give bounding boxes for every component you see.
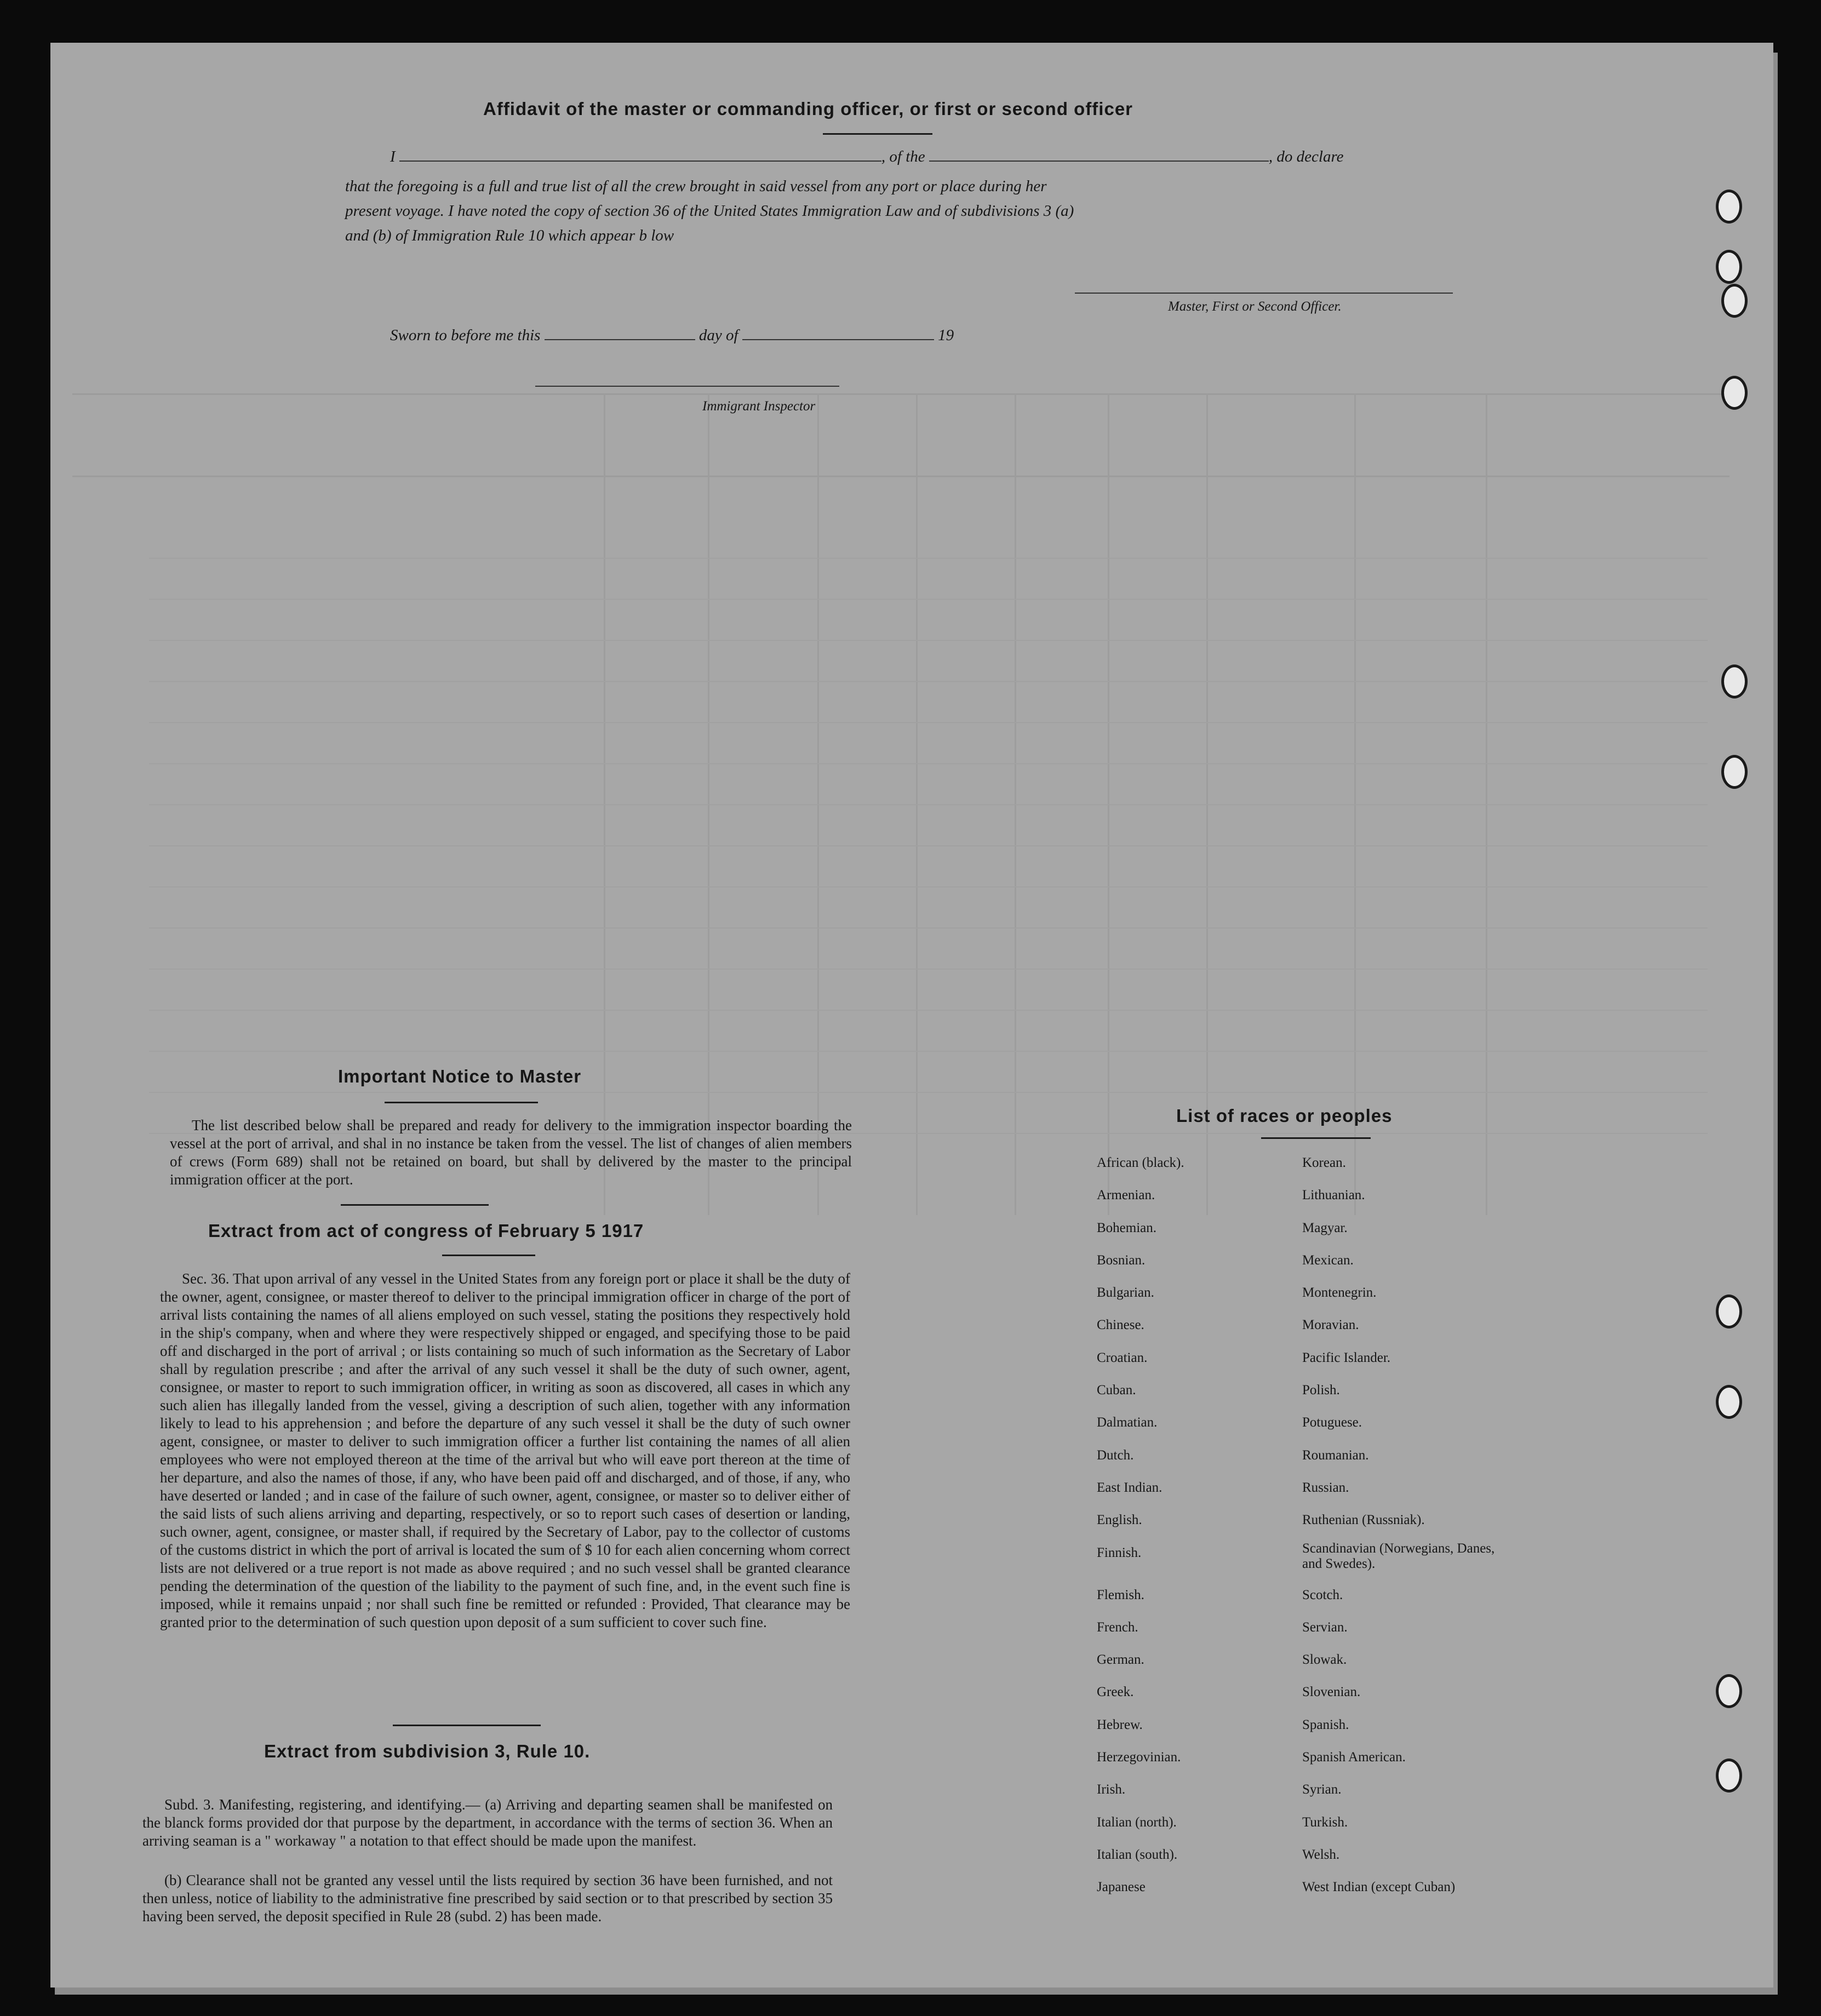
inspector-signature-line[interactable]	[535, 386, 839, 387]
race-item: Slovenian.	[1302, 1685, 1361, 1700]
races-title: List of races or peoples	[1176, 1106, 1393, 1126]
affidavit-line-1: that the foregoing is a full and true list of all the crew brought in said vessel from any port or place during her	[345, 177, 1047, 195]
race-item: East Indian.	[1097, 1480, 1163, 1495]
sworn-label: Sworn to before me this	[390, 327, 541, 344]
binder-hole-icon	[1716, 190, 1742, 224]
i-label: I	[390, 148, 396, 165]
race-item: Lithuanian.	[1302, 1188, 1365, 1203]
act-text: Sec. 36. That upon arrival of any vessel in the United States from any foreign port or place it shall be the duty of the owner, agent, consignee, or master thereof to deliver to the principal immigration officer in charge of the port of arrival lists containing the names of all aliens employed on such vessel, stating the positions they respectively hold in the ship's company, when and where they were respectively shipped or engaged, and specifying those to be paid off and discharged in the port of arrival ; or lists containing so much of such information as the Secretary of Labor shall by regulation prescribe ; and after the arrival of any such vessel it shall be the duty of such owner, agent, consignee, or master to report to such immigration officer, in writing as soon as discovered, all cases in which any such alien has illegally landed from the vessel, giving a description of such alien, together with any information likely to lead to his apprehension ; and before the departure of any such vessel it shall be the duty of such owner agent, consignee, or master to deliver to such immigration officer a further list containing the names of all alien employees who were not employed thereon at the time of the arrival but who will eave port thereon at the time of her departure, and also the names of those, if any, who have been paid off and discharged, and of those, if any, who have deserted or landed ; and in case of the failure of such owner, agent, consignee, or master so to deliver either of the said lists of such aliens arriving and departing, respectively, or so to report such cases of desertion or landing, such owner, agent, consignee, or master shall, if required by the Secretary of Labor, pay to the collector of customs of the customs district in which the port of arrival is located the sum of $ 10 for each alien concerning whom correct lists are not delivered or a true report is not made as above required ; and no such vessel shall be granted clearance pending the determination of the question of the liability to the payment of such fine, and, in the event such fine is imposed, while it remains unpaid ; nor shall such fine be remitted or refunded : Provided, That clearance may be granted prior to the determination of such question upon deposit of a sum sufficient to cover such fine.	[160, 1270, 850, 1630]
inspector-label: Immigrant Inspector	[702, 399, 816, 414]
of-the-label: , of the	[881, 148, 925, 165]
master-signature-line[interactable]	[1075, 293, 1453, 294]
race-item: Hebrew.	[1097, 1717, 1143, 1732]
name-field[interactable]	[399, 161, 881, 162]
race-item: Spanish American.	[1302, 1750, 1406, 1765]
races-title-rule	[1261, 1137, 1371, 1139]
race-item: Bosnian.	[1097, 1252, 1146, 1268]
rule-subd-a: Subd. 3. Manifesting, registering, and identifying.— (a) Arriving and departing seamen shall be manifested on the blanck forms provided dor that purpose by the department, in accordance with the terms of section 36. When an arriving seaman is a " workaway " a notation to that effect should be made upon the manifest.	[142, 1796, 833, 1849]
race-item: Ruthenian (Russniak).	[1302, 1513, 1425, 1528]
binder-hole-icon	[1721, 284, 1748, 318]
race-item: Dalmatian.	[1097, 1415, 1158, 1430]
vessel-field[interactable]	[929, 161, 1269, 162]
race-item: Herzegovinian.	[1097, 1750, 1181, 1765]
race-item: African (black).	[1097, 1155, 1184, 1170]
affidavit-body	[345, 174, 1468, 248]
day-of-label: day of	[698, 327, 738, 344]
binder-hole-icon	[1721, 376, 1748, 410]
notice-title: Important Notice to Master	[338, 1066, 582, 1086]
race-item: Chinese.	[1097, 1318, 1144, 1333]
race-item: West Indian (except Cuban)	[1302, 1880, 1456, 1895]
race-item: Servian.	[1302, 1619, 1348, 1635]
notice-text: The list described below shall be prepared and ready for delivery to the immigration inspector boarding the vessel at the port of arrival, and shal in no instance be taken from the vessel. The list of changes of alien members of crews (Form 689) shall not be retained on board, but shall by delivered by the master to the principal immigration officer at the port.	[170, 1117, 852, 1188]
year-label: 19	[938, 327, 954, 344]
race-item: Slowak.	[1302, 1652, 1347, 1668]
race-item: Moravian.	[1302, 1318, 1359, 1333]
race-item: Turkish.	[1302, 1814, 1348, 1830]
race-item: Roumanian.	[1302, 1447, 1369, 1463]
race-item: Montenegrin.	[1302, 1285, 1377, 1301]
race-item: Magyar.	[1302, 1220, 1348, 1235]
rule-top-rule	[393, 1725, 541, 1726]
rule-subd-b: (b) Clearance shall not be granted any vessel until the lists required by section 36 have been furnished, and not then unless, notice of liability to the administrative fine prescribed by said section or to that prescribed by section 35 having been served, the deposit specified in Rule 28 (subd. 2) has been made.	[142, 1872, 833, 1925]
race-item: French.	[1097, 1619, 1138, 1635]
act-title-rule	[442, 1255, 535, 1256]
race-item: Dutch.	[1097, 1447, 1134, 1463]
affidavit-title: Affidavit of the master or commanding officer, or first or second officer	[483, 99, 1133, 119]
race-item: Greek.	[1097, 1685, 1134, 1700]
race-item: Scandinavian (Norwegians, Danes, and Swedes).	[1302, 1540, 1495, 1571]
affidavit-title-rule	[823, 133, 932, 135]
race-item: Welsh.	[1302, 1847, 1340, 1862]
race-item: Bulgarian.	[1097, 1285, 1154, 1301]
race-item: English.	[1097, 1513, 1142, 1528]
race-item: German.	[1097, 1652, 1144, 1668]
race-item: Armenian.	[1097, 1188, 1155, 1203]
races-right-column	[1302, 1147, 1532, 1904]
race-item: Croatian.	[1097, 1350, 1148, 1365]
binder-hole-icon	[1716, 250, 1742, 284]
rule-title: Extract from subdivision 3, Rule 10.	[264, 1741, 591, 1761]
master-signature-label: Master, First or Second Officer.	[1168, 299, 1342, 314]
race-item: Syrian.	[1302, 1782, 1342, 1797]
race-item: Polish.	[1302, 1383, 1340, 1398]
binder-hole-icon	[1721, 755, 1748, 789]
race-item: Scotch.	[1302, 1587, 1343, 1602]
sworn-month-field[interactable]	[742, 339, 934, 340]
race-item: Irish.	[1097, 1782, 1126, 1797]
binder-hole-icon	[1716, 1759, 1742, 1792]
race-item: Flemish.	[1097, 1587, 1144, 1602]
race-item: Italian (south).	[1097, 1847, 1178, 1862]
binder-hole-icon	[1716, 1674, 1742, 1708]
race-item: Korean.	[1302, 1155, 1346, 1170]
race-item: Bohemian.	[1097, 1220, 1157, 1235]
race-item: Spanish.	[1302, 1717, 1349, 1732]
do-declare-label: , do declare	[1268, 148, 1344, 165]
manifest-back-page	[50, 43, 1773, 1988]
race-item: Potuguese.	[1302, 1415, 1362, 1430]
binder-hole-icon	[1721, 665, 1748, 698]
race-item: Pacific Islander.	[1302, 1350, 1391, 1365]
affidavit-declaration-line	[390, 148, 1458, 166]
sworn-day-field[interactable]	[545, 339, 695, 340]
race-item: Mexican.	[1302, 1252, 1354, 1268]
race-item: Italian (north).	[1097, 1814, 1177, 1830]
race-item: Russian.	[1302, 1480, 1349, 1495]
races-left-column	[1097, 1147, 1184, 1904]
race-item: Japanese	[1097, 1880, 1146, 1895]
notice-title-rule	[385, 1102, 538, 1103]
act-title: Extract from act of congress of February 5 1917	[208, 1221, 644, 1241]
affidavit-line-2: present voyage. I have noted the copy of section 36 of the United States Immigration Law and of subdivisions 3 (a)	[345, 202, 1074, 220]
affidavit-line-3: and (b) of Immigration Rule 10 which appear b low	[345, 227, 674, 244]
act-top-rule	[341, 1204, 489, 1206]
binder-hole-icon	[1716, 1385, 1742, 1419]
race-item: Cuban.	[1097, 1383, 1136, 1398]
binder-hole-icon	[1716, 1295, 1742, 1328]
race-item: Finnish.	[1097, 1545, 1142, 1560]
sworn-line	[390, 327, 1157, 345]
